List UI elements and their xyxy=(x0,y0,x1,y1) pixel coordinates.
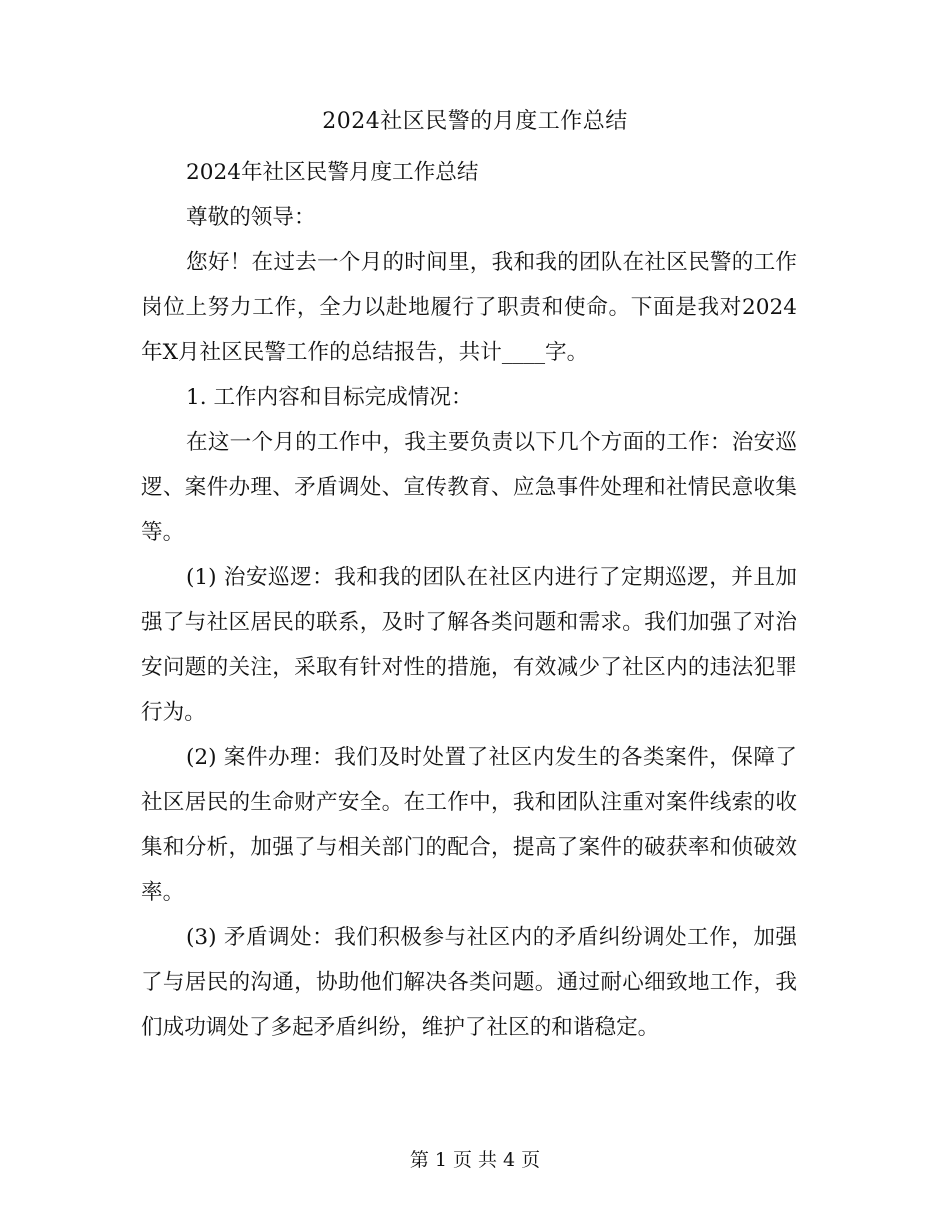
body-paragraph: (3) 矛盾调处：我们积极参与社区内的矛盾纠纷调处工作，加强了与居民的沟通，协助他们解决各类问题。通过耐心细致地工作，我们成功调处了多起矛盾纠纷，维护了社区的和谐稳定。 xyxy=(141,925,797,1040)
section-heading: 1. 工作内容和目标完成情况： xyxy=(186,385,473,410)
body-paragraph: (2) 案件办理：我们及时处置了社区内发生的各类案件，保障了社区居民的生命财产安全。在工作中，我和团队注重对案件线索的收集和分析，加强了与相关部门的配合，提高了案件的破获率和侦破效率。 xyxy=(141,745,797,905)
body-paragraph: 在这一个月的工作中，我主要负责以下几个方面的工作：治安巡逻、案件办理、矛盾调处、宣传教育、应急事件处理和社情民意收集等。 xyxy=(141,430,797,545)
body-paragraph: (1) 治安巡逻：我和我的团队在社区内进行了定期巡逻，并且加强了与社区居民的联系，及时了解各类问题和需求。我们加强了对治安问题的关注，采取有针对性的措施，有效减少了社区内的违法犯罪行为。 xyxy=(141,565,797,725)
intro-paragraph: 您好！在过去一个月的时间里，我和我的团队在社区民警的工作岗位上努力工作，全力以赴地履行了职责和使命。下面是我对2024年X月社区民警工作的总结报告，共计____字。 xyxy=(141,250,797,365)
salutation-paragraph: 尊敬的领导： xyxy=(186,205,316,230)
document-title: 2024社区民警的月度工作总结 xyxy=(322,109,628,134)
subtitle-paragraph: 2024年社区民警月度工作总结 xyxy=(186,160,479,185)
page-number-footer: 第 1 页 共 4 页 xyxy=(409,1149,541,1171)
document-body xyxy=(141,150,797,1050)
